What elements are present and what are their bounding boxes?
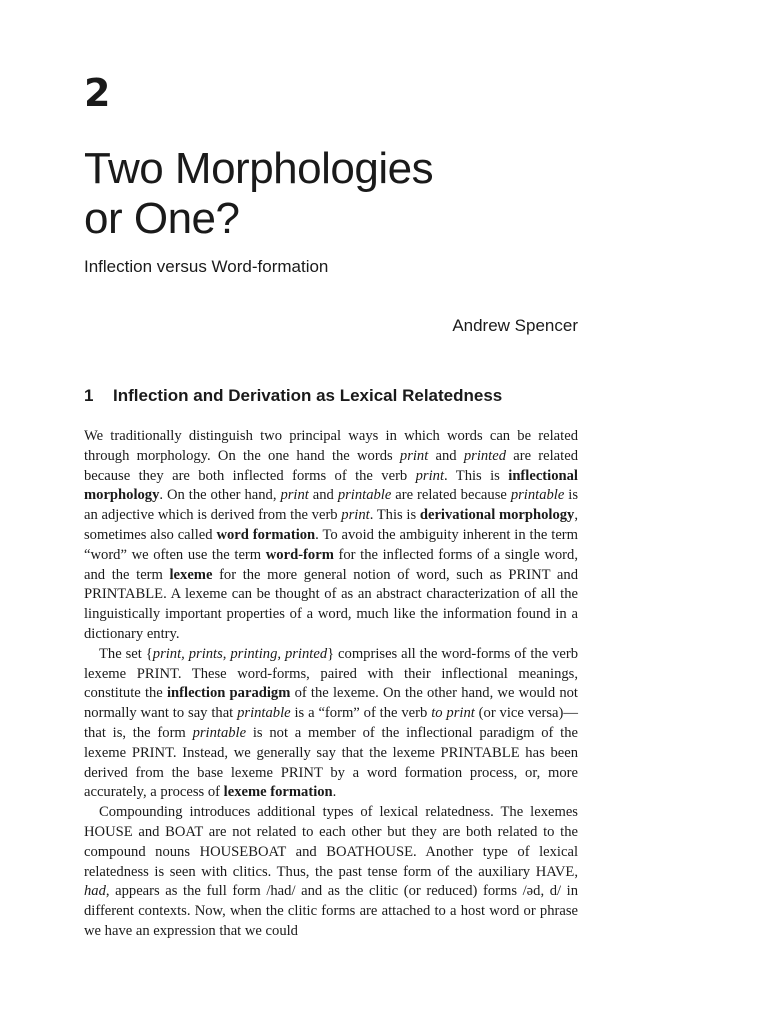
- text-run: . On the other hand,: [159, 487, 281, 504]
- bold-term: lexeme formation: [223, 784, 333, 801]
- text-run: , sometimes also called: [84, 507, 578, 543]
- italic-term: printable: [192, 724, 247, 741]
- bold-term: inflectional morphology: [84, 467, 578, 504]
- italic-term: print, prints, printing, printed: [152, 645, 328, 662]
- section-number: 1: [84, 386, 94, 405]
- chapter-title-line-2: or One?: [84, 194, 240, 243]
- bold-term: word-form: [265, 546, 334, 563]
- text-run: .: [332, 784, 337, 801]
- text-run: of the lexeme. On the other hand, we would not normally want to say that: [84, 685, 578, 722]
- bold-term: lexeme: [169, 566, 213, 583]
- text-run: for the more general notion of word, such as PRINT and PRINTABLE. A lexeme can be thought of as an abstract characterization of all the linguistically important properties of a word, much like the information found in a dictionary entry.: [84, 566, 578, 642]
- section-heading: [84, 385, 502, 407]
- text-run: is not a member of the inflectional paradigm of the lexeme PRINT. Instead, we generally say that the lexeme PRINTABLE has been derived from the base lexeme PRINT by a word formation process, or, more accurately, a process of: [84, 724, 579, 801]
- chapter-number: 2: [84, 71, 111, 115]
- italic-term: to print: [431, 705, 475, 722]
- italic-term: print: [399, 447, 429, 464]
- text-run: is an adjective which is derived from the verb: [84, 487, 579, 524]
- text-run: , appears as the full form /had/ and as the clitic (or reduced) forms /əd, d/ in different contexts. Now, when the clitic forms are attached to a host word or phrase we have an expression that we could: [84, 883, 578, 939]
- bold-term: inflection paradigm: [166, 685, 291, 702]
- text-run: The set {: [99, 645, 153, 662]
- chapter-title: [84, 144, 433, 244]
- body-text: [84, 427, 578, 942]
- section-title: Inflection and Derivation as Lexical Relatedness: [113, 386, 503, 405]
- text-run: We traditionally distinguish two principal ways in which words can be related through morphology. On the one hand the words: [84, 428, 578, 464]
- text-run: (or vice versa)—that is, the form: [84, 705, 578, 741]
- italic-term: print: [280, 487, 309, 504]
- text-run: is a “form” of the verb: [290, 705, 432, 722]
- paragraph: [84, 427, 578, 645]
- author-name: Andrew Spencer: [452, 316, 578, 335]
- italic-term: printable: [237, 705, 291, 722]
- text-run: are related because: [391, 487, 511, 504]
- text-run: and: [428, 447, 464, 464]
- chapter-subtitle: Inflection versus Word-formation: [84, 257, 329, 276]
- chapter-title-line-1: Two Morphologies: [84, 144, 434, 193]
- bold-term: derivational morphology: [419, 507, 575, 524]
- text-run: are related because they are both inflected forms of the verb: [84, 447, 578, 484]
- paragraph: [84, 645, 578, 803]
- text-run: and: [308, 487, 338, 504]
- bold-term: word formation: [216, 526, 316, 543]
- italic-term: printable: [337, 487, 392, 504]
- text-run: Compounding introduces additional types of lexical relatedness. The lexemes HOUSE and BOAT are not related to each other but they are both related to the compound nouns HOUSEBOAT and BOATHOUSE. Another type of lexical relatedness is seen with clitics. Thus, the past tense form of the auxiliary HAVE,: [84, 804, 578, 880]
- text-run: for the inflected forms of a single word, and the term: [84, 546, 578, 583]
- paragraph: [84, 803, 578, 942]
- text-run: . This is: [369, 507, 420, 524]
- italic-term: printable: [510, 487, 565, 504]
- text-run: . To avoid the ambiguity inherent in the term “word” we often use the term: [84, 526, 579, 563]
- text-run: } comprises all the word-forms of the verb lexeme PRINT. These word-forms, paired with their inflectional meanings, constitute the: [84, 645, 579, 702]
- text-run: . This is: [444, 467, 509, 484]
- italic-term: print: [415, 467, 445, 484]
- italic-term: printed: [463, 447, 507, 464]
- italic-term: had: [84, 883, 106, 900]
- italic-term: print: [341, 507, 370, 524]
